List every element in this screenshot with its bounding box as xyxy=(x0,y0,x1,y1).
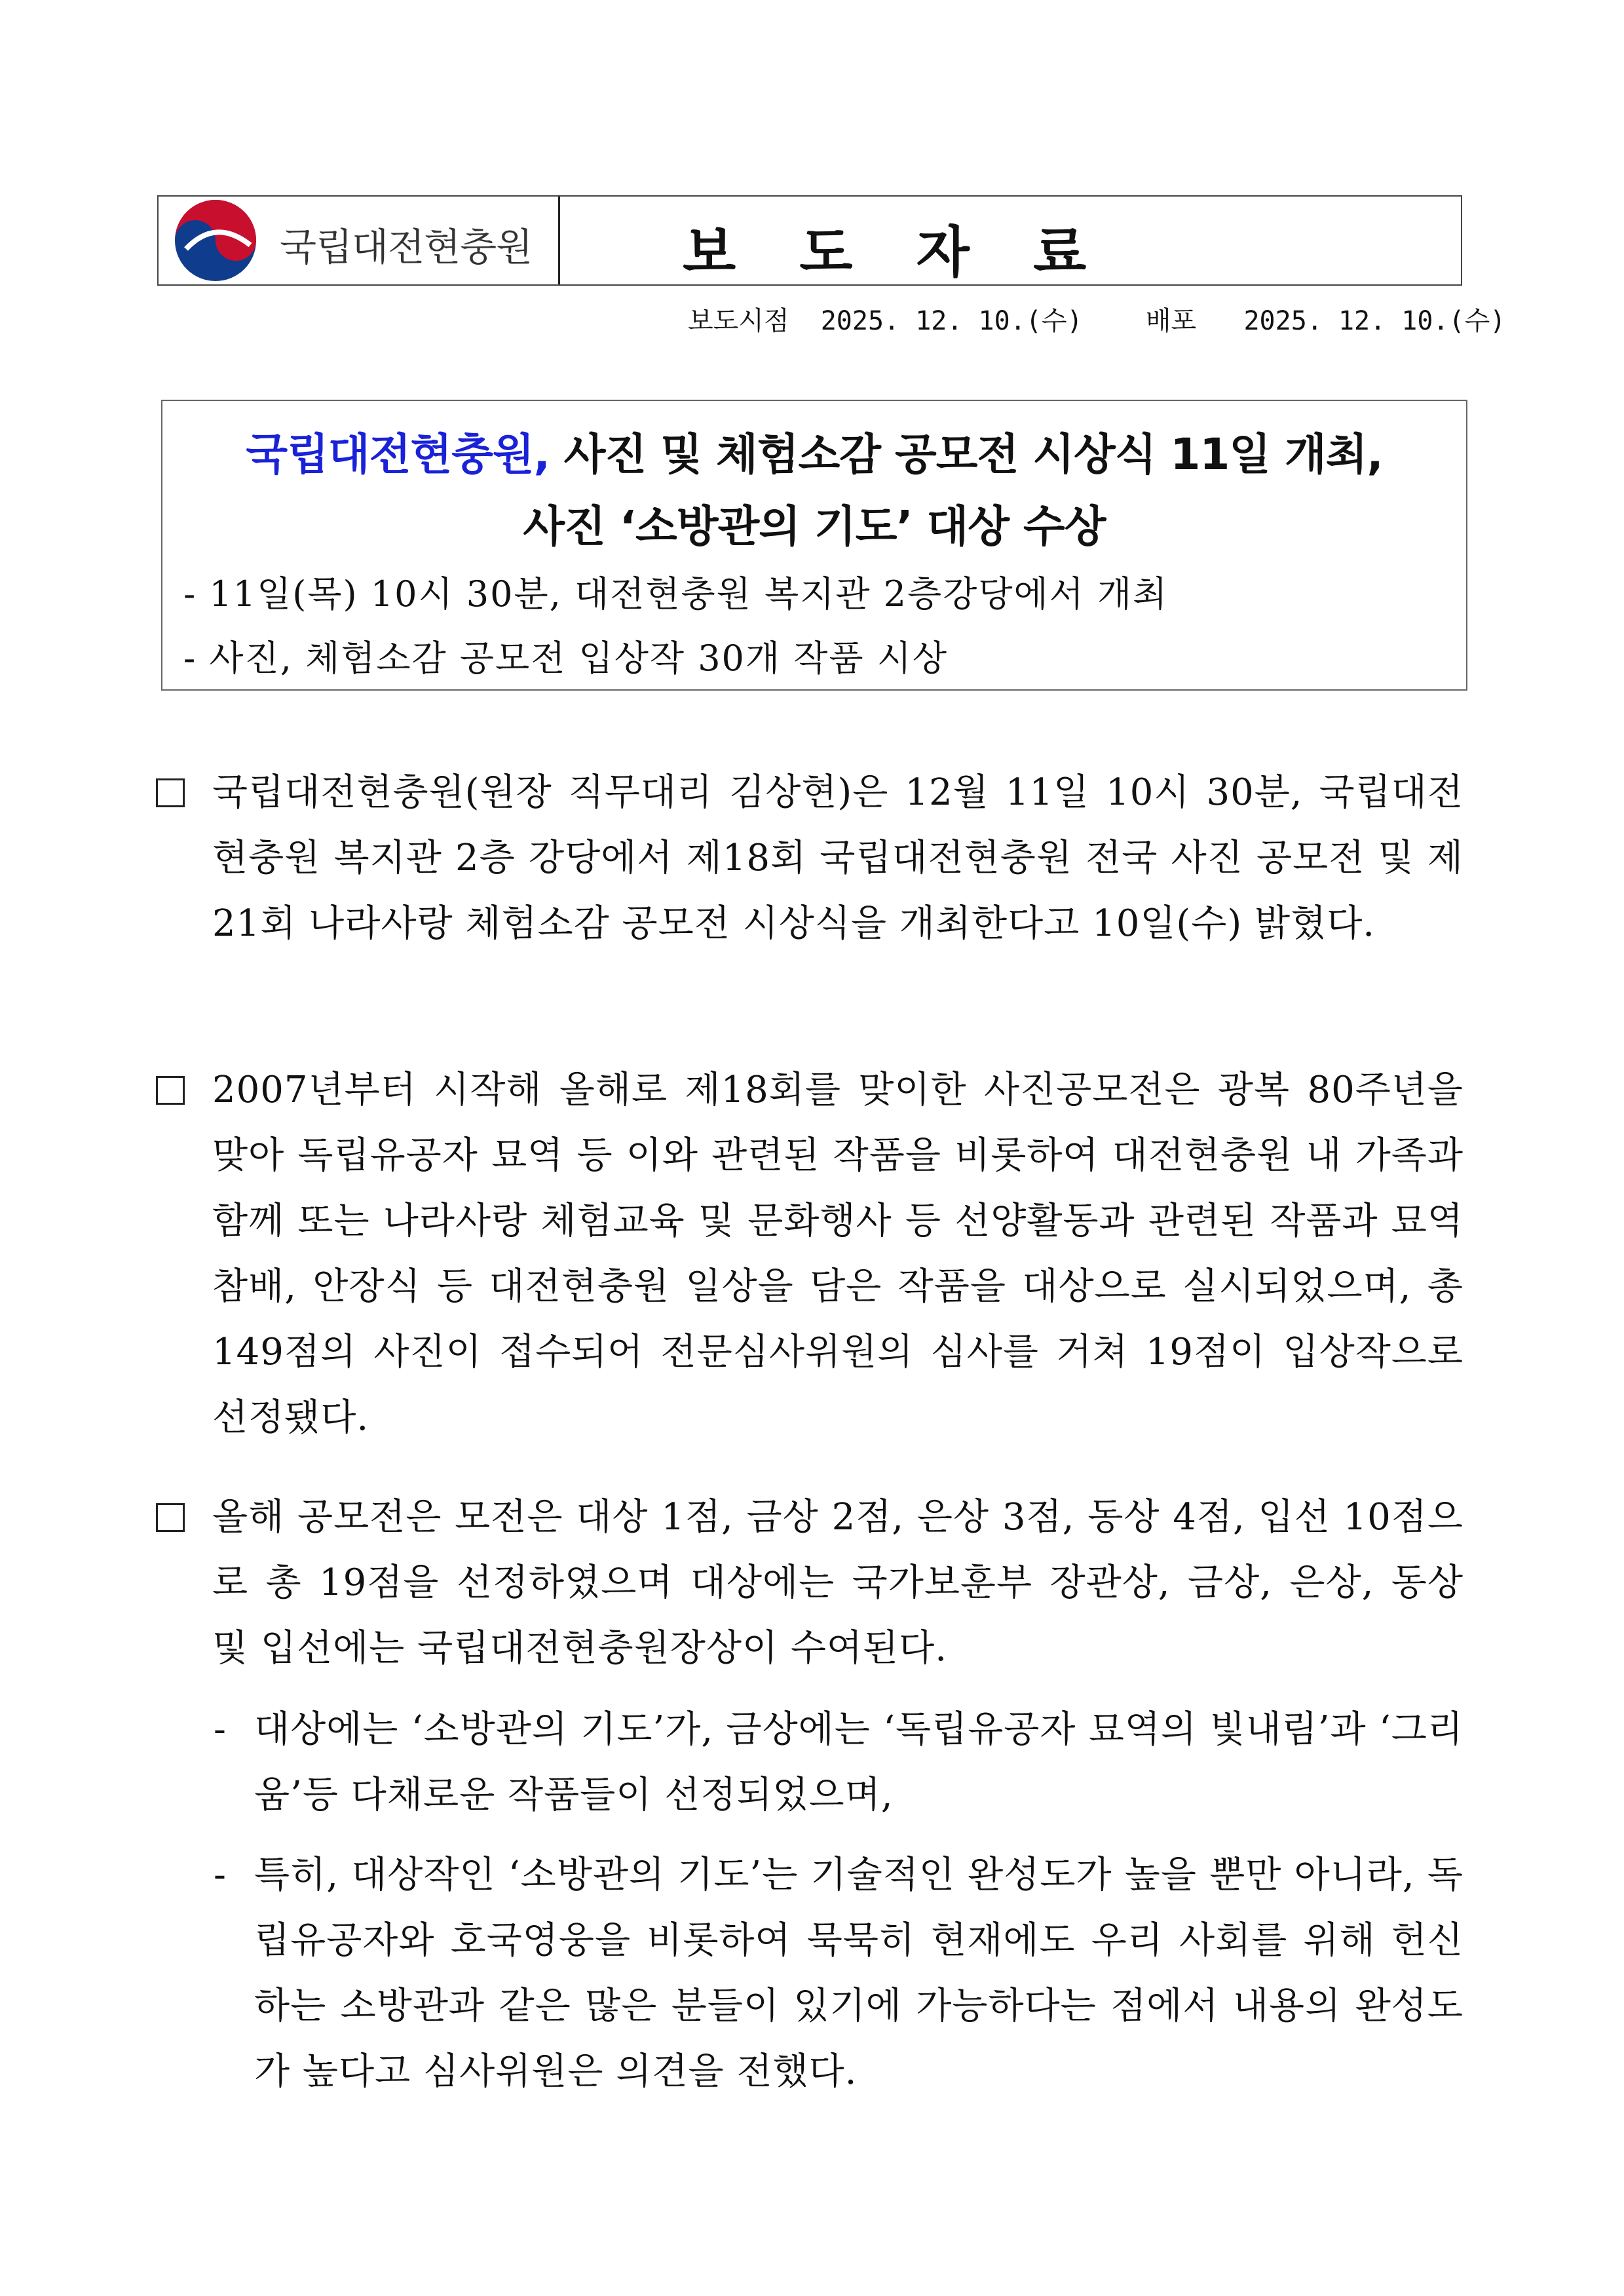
headline-box xyxy=(161,400,1467,691)
paragraph-3 xyxy=(156,1485,1463,1681)
paragraph-2 xyxy=(156,1058,1463,1451)
headline-line-1-rest: 사진 및 체험소감 공모전 시상식 11일 개최, xyxy=(549,429,1383,480)
press-header xyxy=(157,195,1462,286)
dash-item-2 xyxy=(214,1843,1463,2105)
paragraph-text: 올해 공모전은 모전은 대상 1점, 금상 2점, 은상 3점, 동상 4점, 입선 10점으로 총 19점을 선정하였으며 대상에는 국가보훈부 장관상, 금상, 은상, 동상 및 입선에는 국립대전현충원장상이 수여된다. xyxy=(212,1496,1463,1670)
logo-area xyxy=(159,197,560,284)
paragraph-text: 국립대전현충원(원장 직무대리 김상현)은 12월 11일 10시 30분, 국립대전현충원 복지관 2층 강당에서 제18회 국립대전현충원 전국 사진 공모전 및 제21회 나라사랑 체험소감 공모전 시상식을 개최한다고 10일(수) 밝혔다. xyxy=(212,771,1463,945)
square-bullet-icon xyxy=(156,778,185,807)
dash-bullet: - xyxy=(214,1854,227,1896)
paragraph-text: 2007년부터 시작해 올해로 제18회를 맞이한 사진공모전은 광복 80주년을 맞아 독립유공자 묘역 등 이와 관련된 작품을 비롯하여 대전현충원 내 가족과 함께 또는 나라사랑 체험교육 및 문화행사 등 선양활동과 관련된 작품과 묘역참배, 안장식 등 대전현충원 일상을 담은 작품을 대상으로 실시되었으며, 총 149점의 사진이 접수되어 전문심사위원의 심사를 거쳐 19점이 입상작으로 선정됐다. xyxy=(212,1069,1463,1439)
taegeuk-logo-icon xyxy=(166,198,265,283)
square-bullet-icon xyxy=(156,1503,185,1532)
release-date-line: 보도시점 2025. 12. 10.(수) 배포 2025. 12. 10.(수) xyxy=(688,306,1506,336)
square-bullet-icon xyxy=(156,1076,185,1105)
press-release-title: 보 도 자 료 xyxy=(683,220,1109,284)
headline-line-1 xyxy=(162,419,1466,482)
dash-bullet: - xyxy=(214,1708,227,1751)
headline-line-2: 사진 ‘소방관의 기도’ 대상 수상 xyxy=(523,501,1106,552)
subheadline-2: - 사진, 체험소감 공모전 입상작 30개 작품 시상 xyxy=(183,638,949,679)
dash-item-text: 특히, 대상작인 ‘소방관의 기도’는 기술적인 완성도가 높을 뿐만 아니라, 독립유공자와 호국영웅을 비롯하여 묵묵히 현재에도 우리 사회를 위해 헌신하는 소방관과 같은 많은 분들이 있기에 가능하다는 점에서 내용의 완성도가 높다고 심사위원은 의견을 전했다. xyxy=(254,1854,1463,2093)
headline-org: 국립대전현충원, xyxy=(246,429,550,480)
subheadline-1: - 11일(목) 10시 30분, 대전현충원 복지관 2층강당에서 개최 xyxy=(183,573,1169,615)
dash-item-1 xyxy=(214,1697,1463,1828)
paragraph-1 xyxy=(156,760,1463,957)
dash-item-text: 대상에는 ‘소방관의 기도’가, 금상에는 ‘독립유공자 묘역의 빛내림’과 ‘그리움’등 다채로운 작품들이 선정되었으며, xyxy=(254,1708,1463,1816)
org-name: 국립대전현충원 xyxy=(280,225,533,269)
